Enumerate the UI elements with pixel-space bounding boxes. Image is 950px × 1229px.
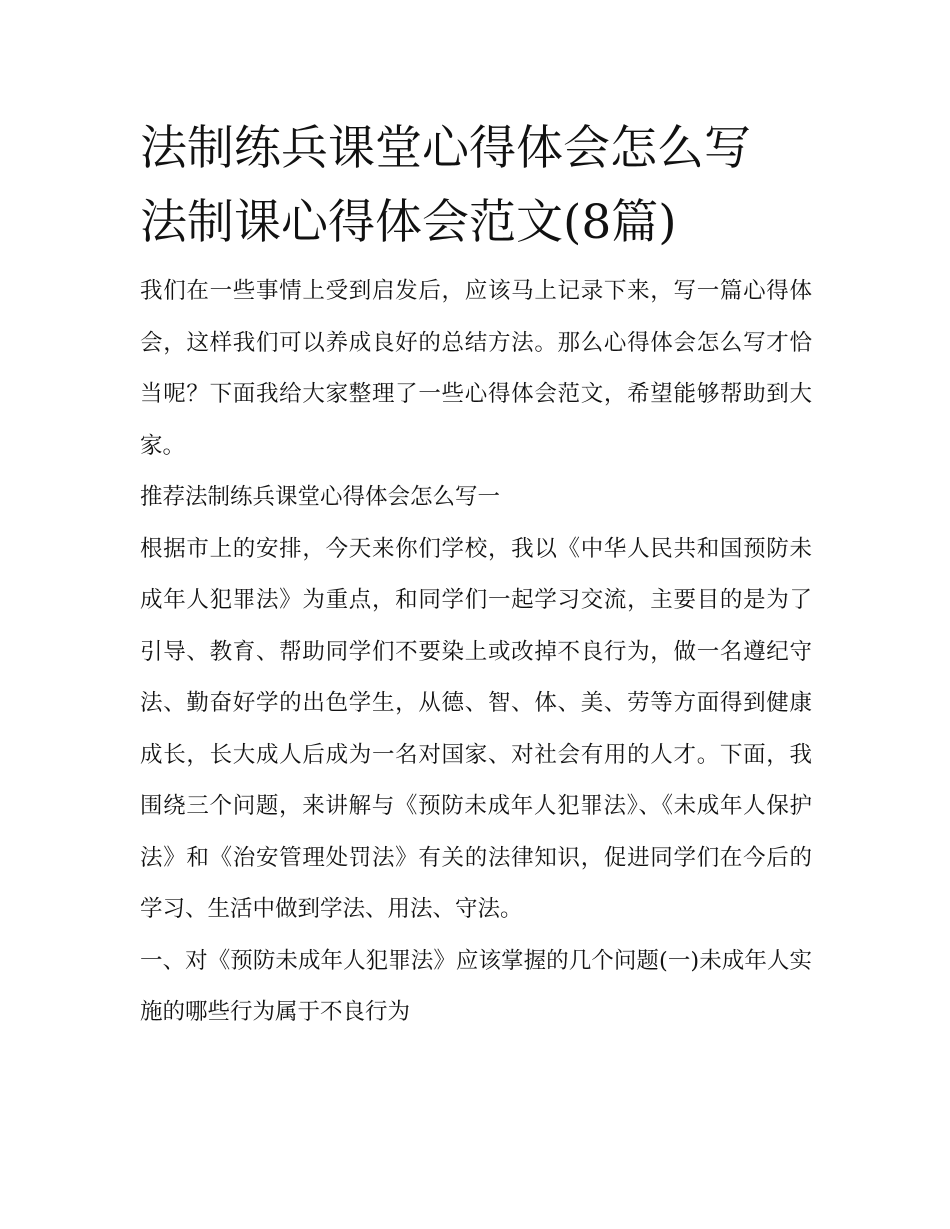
title-line-2: 法制课心得体会范文(8篇) <box>140 195 677 250</box>
subsection-heading: 一、对《预防未成年人犯罪法》应该掌握的几个问题(一)未成年人实施的哪些行为属于不良行为 <box>140 947 812 1025</box>
title-line-1: 法制练兵课堂心得体会怎么写 <box>140 121 751 176</box>
document-title <box>140 112 812 260</box>
body-paragraph: 根据市上的安排，今天来你们学校，我以《中华人民共和国预防未成年人犯罪法》为重点，和同学们一起学习交流，主要目的是为了引导、教育、帮助同学们不要染上或改掉不良行为，做一名遵纪守法、勤奋好学的出色学生，从德、智、体、美、劳等方面得到健康成长，长大成人后成为一名对国家、对社会有用的人才。下面，我围绕三个问题，来讲解与《预防未成年人犯罪法》、《未成年人保护法》和《治安管理处罚法》有关的法律知识，促进同学们在今后的学习、生活中做到学法、用法、守法。 <box>140 535 812 922</box>
document-body <box>140 112 812 1039</box>
intro-paragraph: 我们在一些事情上受到启发后，应该马上记录下来，写一篇心得体会，这样我们可以养成良好的总结方法。那么心得体会怎么写才恰当呢？下面我给大家整理了一些心得体会范文，希望能够帮助到大家。 <box>140 278 812 459</box>
section-heading: 推荐法制练兵课堂心得体会怎么写一 <box>140 484 501 510</box>
